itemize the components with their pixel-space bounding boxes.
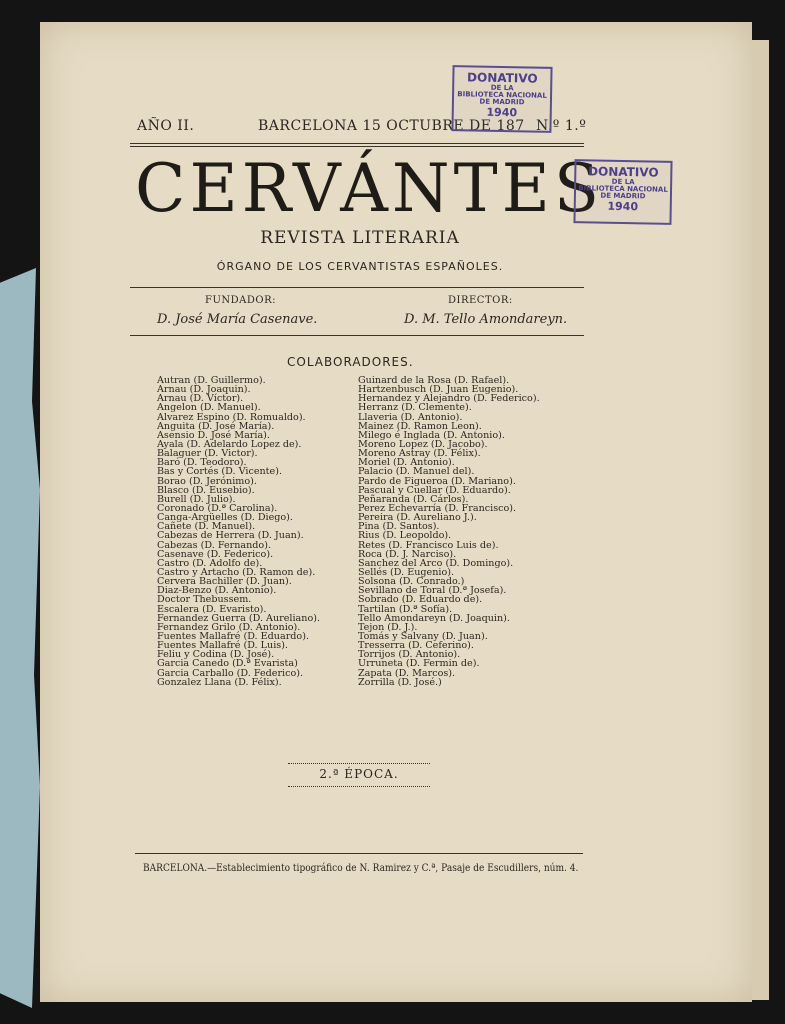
collaborator-entry: Torrijos (D. Antonio). xyxy=(358,649,461,661)
collaborator-entry: Moriel (D. Antonio). xyxy=(358,457,455,469)
collaborator-entry: Bas y Cortés (D. Vicente). xyxy=(157,466,282,478)
collaborator-entry: Hernandez y Alejandro (D. Federico). xyxy=(358,393,540,405)
collaborator-entry: Fuentes Mallafré (D. Eduardo). xyxy=(157,630,309,642)
collaborator-entry: Garcia Canedo (D.ª Evarista) xyxy=(157,658,298,670)
collaborator-entry: Rius (D. Leopoldo). xyxy=(358,530,452,542)
masthead-tagline: ÓRGANO DE LOS CERVANTISTAS ESPAÑOLES. xyxy=(216,260,504,273)
collaborator-entry: Llaveria (D. Antonio). xyxy=(358,411,463,423)
collaborator-entry: Diaz-Benzo (D. Antonio). xyxy=(157,585,277,597)
collaborator-entry: Arnau (D. Joaquin). xyxy=(157,384,251,396)
collaborator-entry: Cervera Bachiller (D. Juan). xyxy=(157,576,292,588)
masthead-rule xyxy=(130,287,584,288)
collaborator-entry: Asensio D. José María). xyxy=(157,429,270,441)
header-rule xyxy=(130,143,584,144)
collaborator-entry: Arnau (D. Víctor). xyxy=(157,393,244,405)
collaborator-entry: Tejon (D. J.). xyxy=(358,621,418,633)
year-label: AÑO II. xyxy=(137,118,195,134)
epoch-rule-top xyxy=(288,763,430,764)
collaborator-entry: Moreno Astray (D. Félix). xyxy=(358,448,481,460)
collaborator-entry: Castro (D. Adolfo de). xyxy=(157,557,263,569)
collaborator-entry: Tomás y Salvany (D. Juan). xyxy=(358,630,488,642)
stamp-line-3: BIBLIOTECA NACIONAL xyxy=(457,90,547,100)
collaborator-entry: Roca (D. J. Narciso). xyxy=(358,548,457,560)
collaborator-entry: Escalera (D. Evaristo). xyxy=(157,603,267,615)
stamp-line-4: DE MADRID xyxy=(479,97,525,107)
masthead-subtitle: REVISTA LITERARIA xyxy=(260,228,460,248)
collaborator-entry: Balaguer (D. Victor). xyxy=(157,448,258,460)
collaborator-entry: Pascual y Cuellar (D. Eduardo). xyxy=(358,484,511,496)
stamp-line-1: DONATIVO xyxy=(587,164,659,180)
collaborator-entry: Tello Amondareyn (D. Joaquin). xyxy=(358,612,510,624)
header-rule-thin xyxy=(130,146,584,147)
collaborators-heading: COLABORADORES. xyxy=(287,355,414,369)
staff-rule xyxy=(130,335,584,336)
collaborator-entry: Feliu y Codina (D. José). xyxy=(157,649,275,661)
collaborator-entry: Retes (D. Francisco Luis de). xyxy=(358,539,499,551)
collaborator-entry: Sobrado (D. Eduardo de). xyxy=(358,594,483,606)
collaborator-entry: Pereira (D. Aureliano J.). xyxy=(358,512,477,524)
collaborator-entry: Garcia Carballo (D. Federico). xyxy=(157,667,304,679)
stamp-year: 1940 xyxy=(486,105,518,119)
collaborator-entry: Sellés (D. Eugenio). xyxy=(358,566,455,578)
collaborator-entry: Fuentes Mallafré (D. Luis). xyxy=(157,640,288,652)
collaborator-entry: Pardo de Figueroa (D. Mariano). xyxy=(358,475,516,487)
blue-cover-edge xyxy=(0,268,40,1008)
founder-name: D. José María Casenave. xyxy=(157,312,318,327)
issue-number: N.º 1.º xyxy=(536,118,587,134)
collaborator-entry: Pina (D. Santos). xyxy=(358,521,440,533)
collaborator-entry: Fernandez Guerra (D. Aureliano). xyxy=(157,612,321,624)
collaborator-entry: Borao (D. Jerónimo). xyxy=(157,475,257,487)
epoch-rule-bottom xyxy=(288,786,430,787)
collaborator-entry: Urruneta (D. Fermin de). xyxy=(358,658,480,670)
stamp-line-1: DONATIVO xyxy=(466,70,538,86)
collaborator-entry: Autran (D. Guillermo). xyxy=(157,375,266,386)
collaborator-entry: Casenave (D. Federico). xyxy=(157,548,274,560)
collaborator-entry: Moreno Lopez (D. Jacobo). xyxy=(358,438,488,450)
collaborator-entry: Alvarez Espino (D. Romualdo). xyxy=(157,411,306,423)
collaborator-entry: Baró (D. Teodoro). xyxy=(157,457,247,469)
collaborator-entry: Perez Echevarría (D. Francisco). xyxy=(358,502,517,514)
collaborator-entry: Sanchez del Arco (D. Domingo). xyxy=(358,557,514,569)
footer-imprint xyxy=(143,862,578,874)
stamp-line-3: BIBLIOTECA NACIONAL xyxy=(578,184,668,194)
collaborator-entry: Cabezas de Herrera (D. Juan). xyxy=(157,530,304,542)
director-label: DIRECTOR: xyxy=(448,295,513,306)
collaborator-entry: Burell (D. Julio). xyxy=(157,493,236,505)
collaborator-entry: Castro y Artacho (D. Ramon de). xyxy=(157,566,316,578)
stamp-year: 1940 xyxy=(607,199,639,213)
collaborator-entry: Solsona (D. Conrado.) xyxy=(358,576,465,588)
collaborator-entry: Guinard de la Rosa (D. Rafael). xyxy=(358,375,510,386)
collaborator-entry: Anguita (D. José María). xyxy=(157,420,275,432)
footer-rule xyxy=(135,853,583,854)
collaborator-entry: Fernandez Grilo (D. Antonio). xyxy=(157,621,301,633)
collaborator-entry: Cañete (D. Manuel). xyxy=(157,521,256,533)
collaborator-entry: Gonzalez Llana (D. Félix). xyxy=(157,676,282,688)
collaborator-entry: Blasco (D. Eusebio). xyxy=(157,484,255,496)
library-stamp-top xyxy=(451,65,552,133)
collaborator-entry: Coronado (D.ª Carolina). xyxy=(157,502,278,514)
date-line: BARCELONA 15 OCTUBRE DE 187 xyxy=(258,118,525,134)
collaborator-entry: Angelon (D. Manuel). xyxy=(157,402,261,414)
collaborator-entry: Tartilan (D.ª Sofía). xyxy=(358,603,453,615)
founder-label: FUNDADOR: xyxy=(205,295,276,306)
collaborator-entry: Tresserra (D. Ceferino). xyxy=(358,640,474,652)
stamp-line-4: DE MADRID xyxy=(600,191,646,201)
collaborator-entry: Mainez (D. Ramon Leon). xyxy=(358,420,482,432)
collaborator-entry: Ayala (D. Adelardo Lopez de). xyxy=(157,438,302,450)
collaborator-entry: Doctor Thebussem. xyxy=(157,594,252,606)
stamp-line-2: DE LA xyxy=(611,177,635,186)
collaborators-left-column xyxy=(157,376,320,687)
collaborators-right-column xyxy=(358,376,540,687)
collaborator-entry: Canga-Argüelles (D. Diego). xyxy=(157,512,293,524)
footer-imprint-text: —Establecimiento tipográfico de N. Ramirez y C.ª, Pasaje de Escudillers, núm. 4. xyxy=(207,862,579,874)
collaborator-entry: Milego é Inglada (D. Antonio). xyxy=(358,429,505,441)
masthead-title: CERVÁNTES xyxy=(135,150,604,227)
collaborator-entry: Palacio (D. Manuel del). xyxy=(358,466,475,478)
collaborator-entry: Peñaranda (D. Cárlos). xyxy=(358,493,469,505)
document-page xyxy=(40,22,752,1002)
library-stamp-right xyxy=(573,159,672,225)
collaborator-entry: Cabezas (D. Fernando). xyxy=(157,539,272,551)
collaborator-entry: Sevillano de Toral (D.ª Josefa). xyxy=(358,585,507,597)
collaborator-entry: Zorrilla (D. José.) xyxy=(358,676,442,688)
stamp-line-2: DE LA xyxy=(490,83,514,92)
collaborator-entry: Zapata (D. Marcos). xyxy=(358,667,456,679)
footer-city: BARCELONA. xyxy=(143,862,208,874)
director-name: D. M. Tello Amondareyn. xyxy=(404,312,568,327)
epoch-label: 2.ª ÉPOCA. xyxy=(319,767,399,781)
collaborator-entry: Hartzenbusch (D. Juan Eugenio). xyxy=(358,384,519,396)
collaborator-entry: Herranz (D. Clemente). xyxy=(358,402,472,414)
